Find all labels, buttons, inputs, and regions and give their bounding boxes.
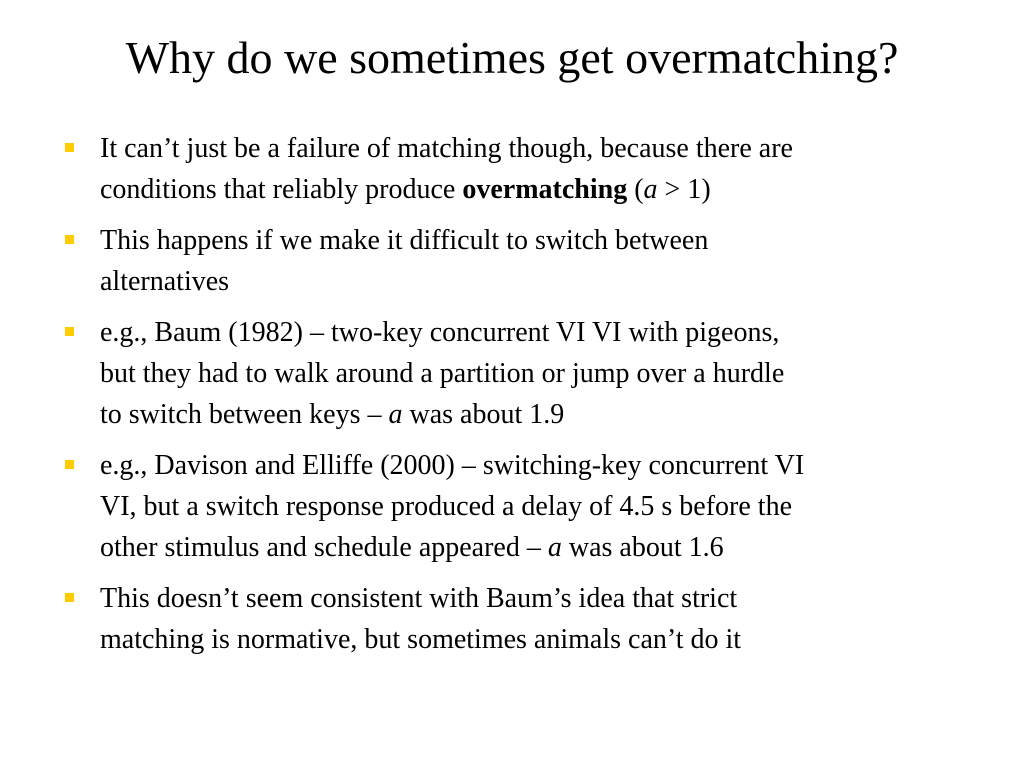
square-bullet-icon — [65, 327, 74, 336]
bullet-line — [100, 169, 970, 210]
bullet-text: was about 1.6 — [561, 532, 724, 563]
bullet-text: conditions that reliably produce — [100, 174, 463, 205]
bullet-text: to switch between keys – — [100, 399, 389, 430]
bullet-text: was about 1.9 — [402, 399, 565, 430]
slide-title: Why do we sometimes get overmatching? — [125, 32, 899, 83]
square-bullet-icon — [65, 143, 74, 152]
bullet-bold-term: overmatching — [462, 174, 628, 205]
bullet-line: matching is normative, but sometimes animals can’t do it — [100, 624, 742, 655]
bullet-line: e.g., Davison and Elliffe (2000) – switching-key concurrent VI — [100, 450, 805, 481]
square-bullet-icon — [65, 593, 74, 602]
bullet-item — [60, 445, 970, 568]
bullet-line — [100, 394, 970, 435]
bullet-item — [60, 128, 970, 210]
bullet-line: This doesn’t seem consistent with Baum’s idea that strict — [100, 583, 738, 614]
bullet-text: ( — [627, 174, 644, 205]
bullet-item — [60, 312, 970, 435]
bullet-italic-variable: a — [643, 174, 658, 205]
bullet-line: but they had to walk around a partition or jump over a hurdle — [100, 358, 785, 389]
bullet-line — [100, 527, 970, 568]
bullet-list — [60, 128, 970, 670]
bullet-text: > 1) — [657, 174, 711, 205]
bullet-italic-variable: a — [547, 532, 562, 563]
bullet-text: other stimulus and schedule appeared – — [100, 532, 548, 563]
bullet-line: VI, but a switch response produced a delay of 4.5 s before the — [100, 491, 793, 522]
bullet-item — [60, 578, 970, 660]
bullet-italic-variable: a — [388, 399, 403, 430]
bullet-line: e.g., Baum (1982) – two-key concurrent VI VI with pigeons, — [100, 317, 780, 348]
square-bullet-icon — [65, 460, 74, 469]
bullet-line: It can’t just be a failure of matching though, because there are — [100, 133, 793, 164]
bullet-line: alternatives — [100, 266, 230, 297]
square-bullet-icon — [65, 235, 74, 244]
bullet-line: This happens if we make it difficult to switch between — [100, 225, 709, 256]
bullet-item — [60, 220, 970, 302]
